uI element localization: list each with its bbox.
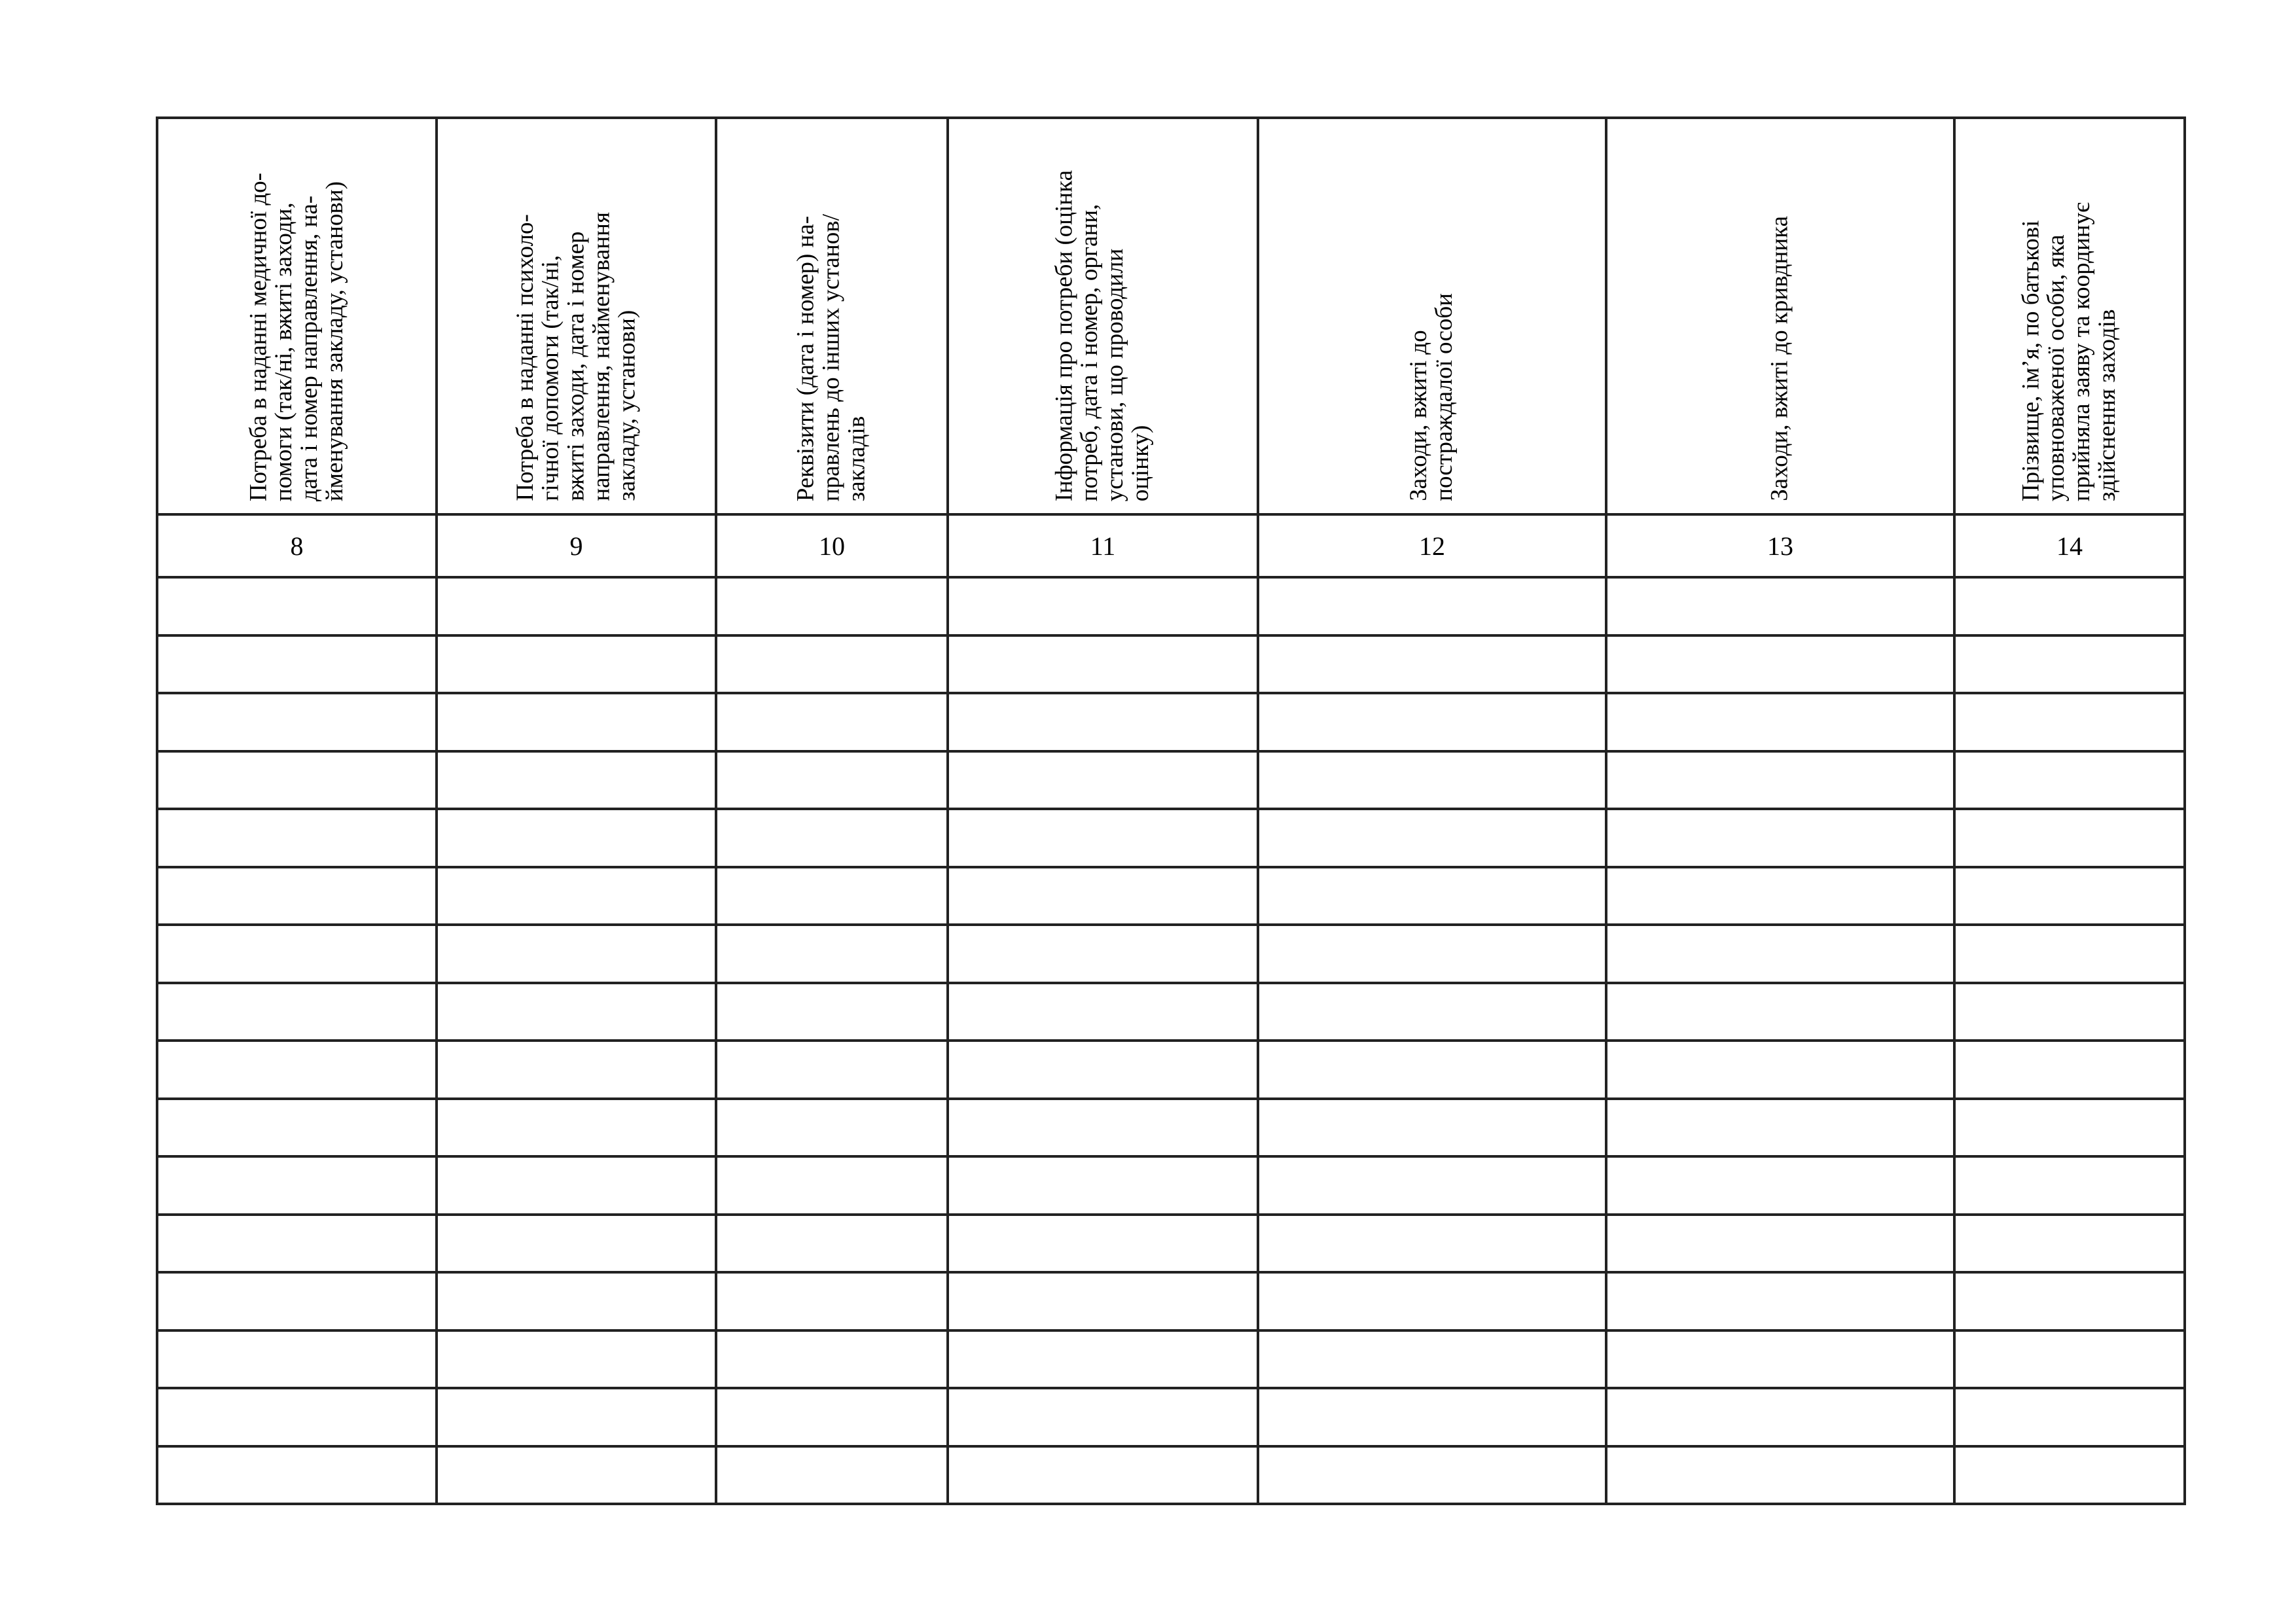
table-cell (1954, 925, 2185, 983)
table-cell (157, 925, 437, 983)
table-cell (1258, 1215, 1606, 1273)
table-cell (1954, 577, 2185, 635)
table-cell (1954, 1388, 2185, 1446)
table-cell (1954, 751, 2185, 810)
column-number: 10 (716, 514, 948, 577)
column-number: 14 (1954, 514, 2185, 577)
table-cell (437, 751, 716, 810)
header-cell-psychological-aid (437, 118, 716, 514)
table-cell (157, 1330, 437, 1389)
table-cell (948, 751, 1258, 810)
table-cell (157, 983, 437, 1041)
table-row (157, 983, 2185, 1041)
table-cell (437, 635, 716, 694)
table-cell (157, 809, 437, 867)
table-cell (716, 635, 948, 694)
table-cell (1954, 1446, 2185, 1505)
table-cell (157, 1041, 437, 1099)
table-body (157, 577, 2185, 1504)
header-row (157, 118, 2185, 514)
table-cell (157, 1388, 437, 1446)
table-cell (1606, 983, 1954, 1041)
table-cell (1258, 983, 1606, 1041)
table-cell (1606, 1272, 1954, 1330)
header-text-medical-aid: Потреба в наданні медичної до- помоги (так/ні, вжиті заходи, дата і номер направлення, на- йменування закладу, установи) (244, 172, 348, 501)
table-cell (437, 925, 716, 983)
table-cell (157, 693, 437, 751)
table-cell (157, 1272, 437, 1330)
table-cell (1258, 1041, 1606, 1099)
table-cell (437, 1215, 716, 1273)
table-cell (948, 635, 1258, 694)
header-text-needs-info: Інформація про потреби (оцінка потреб, дата і номер, органи, установи, що проводили оцінку) (1050, 169, 1154, 501)
table-cell (948, 1215, 1258, 1273)
table-cell (716, 1156, 948, 1215)
table-cell (716, 867, 948, 925)
table-cell (1258, 1388, 1606, 1446)
table-cell (1954, 635, 2185, 694)
table-cell (1606, 1446, 1954, 1505)
table-cell (716, 1388, 948, 1446)
header-cell-authorized-person (1954, 118, 2185, 514)
table-cell (948, 1041, 1258, 1099)
table-cell (948, 809, 1258, 867)
table-cell (437, 1156, 716, 1215)
table-cell (948, 983, 1258, 1041)
table-cell (716, 925, 948, 983)
header-cell-medical-aid (157, 118, 437, 514)
table-row (157, 1330, 2185, 1389)
table-row (157, 1388, 2185, 1446)
column-number: 8 (157, 514, 437, 577)
table-cell (1258, 1446, 1606, 1505)
table-row (157, 693, 2185, 751)
table-cell (716, 751, 948, 810)
table-cell (1258, 1099, 1606, 1157)
header-text-offender-measures: Заходи, вжиті до кривдника (1766, 216, 1793, 501)
table-cell (948, 577, 1258, 635)
table-cell (437, 1388, 716, 1446)
header-text-referral-details: Реквізити (дата і номер) на- правлень до інших установ/ закладів (792, 213, 870, 501)
table-cell (157, 1446, 437, 1505)
table-cell (157, 1099, 437, 1157)
table-row (157, 867, 2185, 925)
table-cell (157, 1156, 437, 1215)
table-cell (1606, 751, 1954, 810)
table-cell (1954, 1156, 2185, 1215)
table-cell (1606, 1388, 1954, 1446)
table-cell (1954, 983, 2185, 1041)
table-cell (1258, 1272, 1606, 1330)
column-number: 9 (437, 514, 716, 577)
table-cell (716, 693, 948, 751)
table-cell (1954, 1041, 2185, 1099)
column-number: 12 (1258, 514, 1606, 577)
table-cell (1258, 635, 1606, 694)
table-cell (948, 1272, 1258, 1330)
table-cell (948, 867, 1258, 925)
table-row (157, 809, 2185, 867)
table-cell (437, 1272, 716, 1330)
table-cell (1258, 1330, 1606, 1389)
table-row (157, 1446, 2185, 1505)
table-cell (1954, 693, 2185, 751)
table-cell (1258, 867, 1606, 925)
table-row (157, 925, 2185, 983)
table-cell (1258, 577, 1606, 635)
table-cell (437, 693, 716, 751)
table-cell (716, 1446, 948, 1505)
table-cell (1258, 925, 1606, 983)
table-row (157, 635, 2185, 694)
table-cell (1606, 577, 1954, 635)
table-cell (1954, 1272, 2185, 1330)
table-row (157, 1272, 2185, 1330)
table-cell (948, 1446, 1258, 1505)
table-cell (1606, 925, 1954, 983)
table-cell (716, 1330, 948, 1389)
table-cell (716, 1099, 948, 1157)
header-cell-referral-details (716, 118, 948, 514)
table-cell (1954, 1330, 2185, 1389)
table-row (157, 1099, 2185, 1157)
column-number: 11 (948, 514, 1258, 577)
column-number-row (157, 514, 2185, 577)
table-cell (437, 867, 716, 925)
header-cell-offender-measures (1606, 118, 1954, 514)
table-cell (157, 577, 437, 635)
header-text-victim-measures: Заходи, вжиті до постраждалої особи (1405, 293, 1458, 501)
header-text-authorized-person: Прізвище, ім’я, по батькові уповноваженої особи, яка прийняла заяву та координує здійснення заходів (2017, 202, 2121, 501)
table-cell (1954, 1099, 2185, 1157)
table-cell (1606, 1215, 1954, 1273)
table-row (157, 751, 2185, 810)
table-cell (1954, 1215, 2185, 1273)
header-text-psychological-aid: Потреба в наданні психоло- гічної допомоги (так/ні, вжиті заходи, дата і номер направлення, найменування закладу, установи) (511, 212, 640, 501)
table-cell (948, 1330, 1258, 1389)
table-cell (1606, 809, 1954, 867)
table-cell (437, 1446, 716, 1505)
table-cell (1258, 809, 1606, 867)
table-cell (1606, 1099, 1954, 1157)
table-cell (157, 751, 437, 810)
table-row (157, 577, 2185, 635)
register-table (156, 116, 2186, 1505)
header-cell-victim-measures (1258, 118, 1606, 514)
table-cell (1606, 693, 1954, 751)
table-cell (157, 867, 437, 925)
table-cell (1606, 867, 1954, 925)
table-row (157, 1156, 2185, 1215)
table-cell (1258, 693, 1606, 751)
table-cell (716, 577, 948, 635)
table-cell (716, 809, 948, 867)
table-row (157, 1215, 2185, 1273)
column-number: 13 (1606, 514, 1954, 577)
table-cell (1606, 1156, 1954, 1215)
table-cell (716, 1215, 948, 1273)
header-cell-needs-info (948, 118, 1258, 514)
table-cell (1258, 751, 1606, 810)
table-cell (1606, 1041, 1954, 1099)
table-cell (1954, 809, 2185, 867)
table-cell (948, 1388, 1258, 1446)
table-cell (948, 925, 1258, 983)
table-cell (437, 809, 716, 867)
table-cell (948, 1099, 1258, 1157)
table-cell (437, 1041, 716, 1099)
table-cell (1606, 635, 1954, 694)
table-cell (716, 983, 948, 1041)
table-cell (437, 577, 716, 635)
table-cell (1258, 1156, 1606, 1215)
table-cell (1954, 867, 2185, 925)
table-cell (437, 1099, 716, 1157)
table-row (157, 1041, 2185, 1099)
table-cell (1606, 1330, 1954, 1389)
table-cell (437, 1330, 716, 1389)
table-cell (716, 1272, 948, 1330)
table-cell (437, 983, 716, 1041)
table-cell (948, 693, 1258, 751)
table-cell (716, 1041, 948, 1099)
table-cell (157, 635, 437, 694)
table-cell (157, 1215, 437, 1273)
table-cell (948, 1156, 1258, 1215)
